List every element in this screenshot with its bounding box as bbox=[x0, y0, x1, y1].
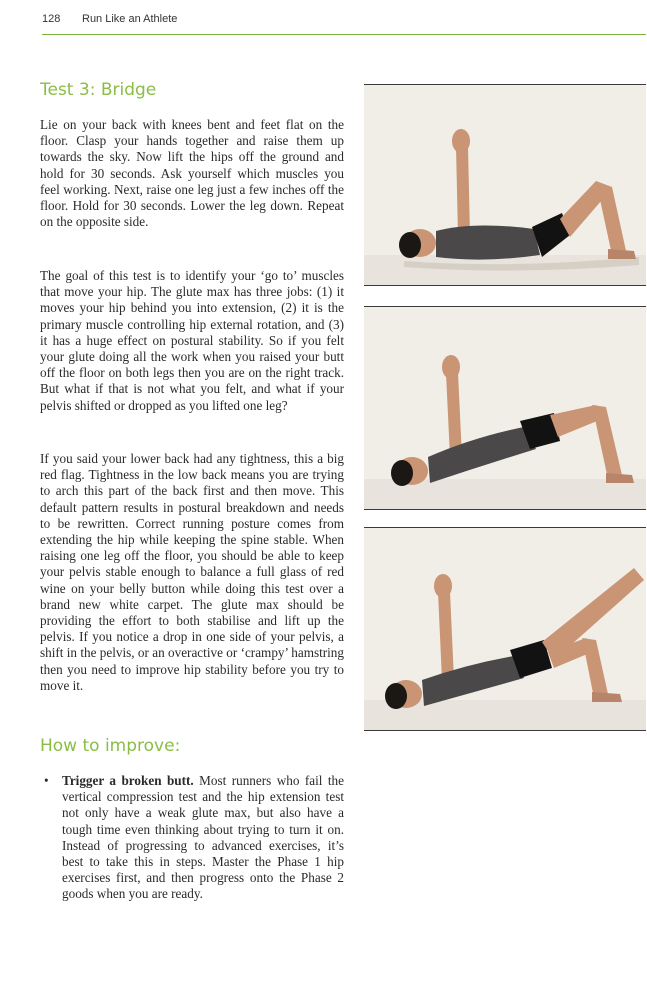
hair bbox=[399, 232, 421, 258]
photo-start-position bbox=[364, 84, 646, 286]
section-heading: Test 3: Bridge bbox=[40, 80, 157, 100]
photo-single-leg-bridge bbox=[364, 527, 646, 731]
hair bbox=[391, 460, 413, 486]
book-title: Run Like an Athlete bbox=[82, 13, 178, 25]
bullet-text: Most runners who fail the vertical compression test and the hip extension test not only have a weak glute max, but also have a tough time even thinking about trying to turn it on. Instead of progressing to advanced exercises, it’s best to take this in steps. Master the Phase 1 hip exercises first, and then progress onto the Phase 2 goods when you are ready. bbox=[62, 773, 345, 902]
bullet-marker: • bbox=[44, 773, 49, 788]
page-number: 128 bbox=[42, 13, 61, 25]
paragraph-goal: The goal of this test is to identify your ‘go to’ muscles that move your hip. The glute max has three jobs: (1) it moves your hip behind you into extension, (2) it is the primary muscle controlling hip external rotation, and (3) it has a huge effect on postural stability. So if you felt your glute doing all the work when you raised your butt off the floor on both legs then you are on the right track. But what if that is not what you felt, and what if your pelvis shifted or dropped as you lifted one leg? bbox=[40, 268, 344, 413]
bullet-lead: Trigger a broken butt. bbox=[62, 773, 194, 788]
arm bbox=[462, 147, 464, 235]
header-rule bbox=[42, 34, 646, 35]
running-header bbox=[42, 13, 642, 33]
torso bbox=[436, 225, 540, 259]
arm bbox=[452, 373, 456, 457]
single-leg-bridge-illustration bbox=[364, 528, 646, 730]
hands bbox=[452, 129, 470, 153]
paragraph-lower-back: If you said your lower back had any tightness, this a big red flag. Tightness in the low back means you are trying to arch this part of the back first and then move. This default pattern results in postural breakdown and needs to be rewritten. Correct running posture comes from extending the hip while keeping the spine stable. When raising one leg off the floor, you should be able to keep your pelvis stable enough to balance a full glass of red wine on your belly button while doing this test over a brand new white carpet. The glute max should be providing the effort to both stabilise and lift up the pelvis. If you notice a drop in one side of your pelvis, a shift in the pelvis, or an overactive or ‘crampy’ hamstring then you need to improve hip stability before you try to move it. bbox=[40, 451, 344, 693]
bullet-item bbox=[40, 773, 344, 903]
arm bbox=[444, 592, 448, 680]
hands bbox=[442, 355, 460, 379]
paragraph-instructions: Lie on your back with knees bent and feet flat on the floor. Clasp your hands together and raise them up towards the sky. Now lift the hips off the ground and hold for 30 seconds. Ask yourself which muscles you feel working. Next, raise one leg just a few inches off the floor. Hold for 30 seconds. Lower the leg down. Repeat on the opposite side. bbox=[40, 117, 344, 230]
bridge-lift-illustration bbox=[364, 307, 646, 509]
photo-bridge-position bbox=[364, 306, 646, 510]
improve-heading: How to improve: bbox=[40, 736, 181, 756]
hair bbox=[385, 683, 407, 709]
hands bbox=[434, 574, 452, 598]
bridge-start-illustration bbox=[364, 85, 646, 285]
